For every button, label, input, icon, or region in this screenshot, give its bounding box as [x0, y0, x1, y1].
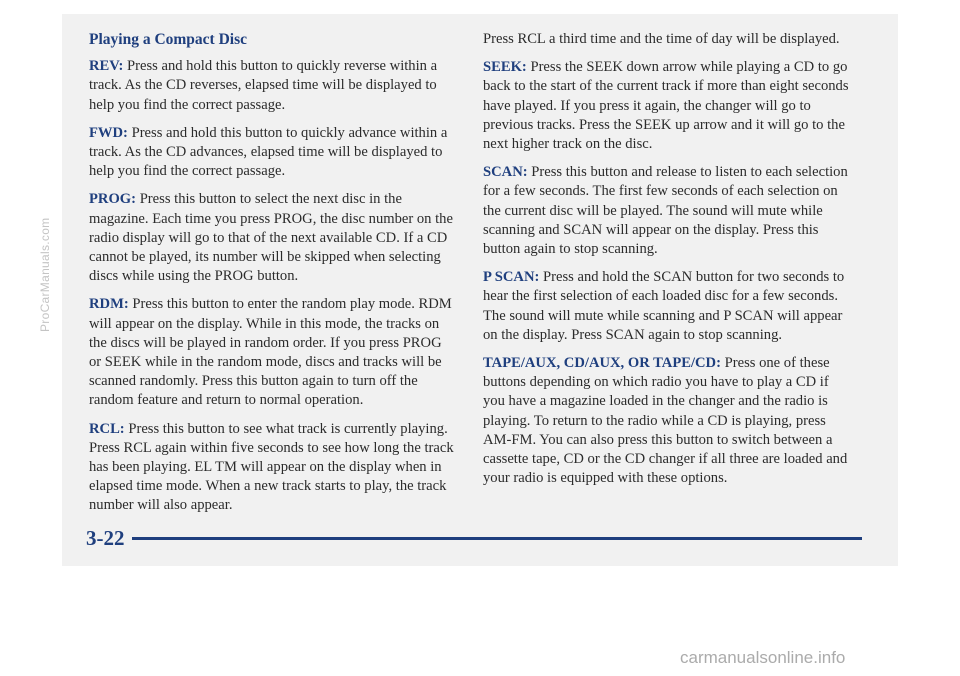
section-title: Playing a Compact Disc — [89, 31, 248, 48]
paragraph-fwd — [89, 124, 456, 182]
term-rdm: RDM: — [89, 296, 129, 313]
desc-prog: Press this button to select the next disc in the magazine. Each time you press PROG, the disc number on the radio display will go to that of the next available CD. If a CD cannot be played, its number will be skipped when selecting discs while using the PROG button. — [89, 191, 453, 285]
desc-rcl-continued: Press RCL a third time and the time of day will be displayed. — [483, 31, 840, 47]
paragraph-tape-aux — [483, 354, 853, 488]
paragraph-prog — [89, 190, 456, 286]
page-rule-divider — [132, 537, 862, 540]
term-fwd: FWD: — [89, 124, 128, 141]
paragraph-rcl-continued — [483, 30, 853, 49]
term-seek: SEEK: — [483, 59, 527, 76]
desc-tape-aux: Press one of these buttons depending on which radio you have to play a CD if you have a magazine loaded in the changer and the radio is playing. To return to the radio while a CD is playing, press AM-FM. You can also press this button to switch between a cassette tape, CD or the CD changer if all three are loaded and your radio is equipped with these options. — [483, 355, 848, 487]
desc-rev: Press and hold this button to quickly reverse within a track. As the CD reverses, elapsed time will be displayed to help you find the correct passage. — [89, 58, 438, 113]
desc-rdm: Press this button to enter the random play mode. RDM will appear on the display. While in this mode, the tracks on the discs will be played in random order. If you press PROG or SEEK while in the random mode, discs and tracks will be scanned randomly. Press this button again to turn off the random feature and return to normal operation. — [89, 296, 452, 409]
right-column — [483, 30, 853, 497]
page-number: 3-22 — [86, 526, 125, 550]
paragraph-rdm — [89, 295, 456, 410]
paragraph-p-scan — [483, 268, 853, 345]
paragraph-scan — [483, 163, 853, 259]
paragraph-seek — [483, 58, 853, 154]
desc-scan: Press this button and release to listen to each selection for a few seconds. The first few seconds of each selection on the current disc will be played. The sound will mute while scanning and SCAN will appear on the display. Press this button again to stop scanning. — [483, 164, 848, 258]
desc-fwd: Press and hold this button to quickly advance within a track. As the CD advances, elapsed time will be displayed to help you find the correct passage. — [89, 124, 448, 180]
term-scan: SCAN: — [483, 164, 528, 181]
term-p-scan: P SCAN: — [483, 269, 540, 286]
footer-url: carmanualsonline.info — [680, 648, 846, 667]
desc-seek: Press the SEEK down arrow while playing a CD to go back to the start of the current track if more than eight seconds have played. If you press it again, the changer will go to previous tracks. Press the SEEK up arrow and it will go to the next higher track on the disc. — [483, 59, 849, 153]
term-tape-aux: TAPE/AUX, CD/AUX, OR TAPE/CD: — [483, 355, 721, 372]
watermark: ProCarManuals.com — [38, 217, 52, 332]
paragraph-rev — [89, 57, 456, 115]
left-column — [89, 30, 456, 525]
desc-rcl: Press this button to see what track is currently playing. Press RCL again within five seconds to see how long the track has been playing. EL TM will appear on the display when in elapsed time mode. When a new track starts to play, the track number will also appear. — [89, 420, 454, 514]
term-rcl: RCL: — [89, 420, 125, 437]
term-prog: PROG: — [89, 191, 137, 208]
desc-p-scan: Press and hold the SCAN button for two seconds to hear the first selection of each loaded disc for a few seconds. The sound will mute while scanning and P SCAN will appear on the display. Press SCAN again to stop scanning. — [483, 269, 845, 343]
term-rev: REV: — [89, 58, 124, 75]
paragraph-rcl — [89, 420, 456, 516]
